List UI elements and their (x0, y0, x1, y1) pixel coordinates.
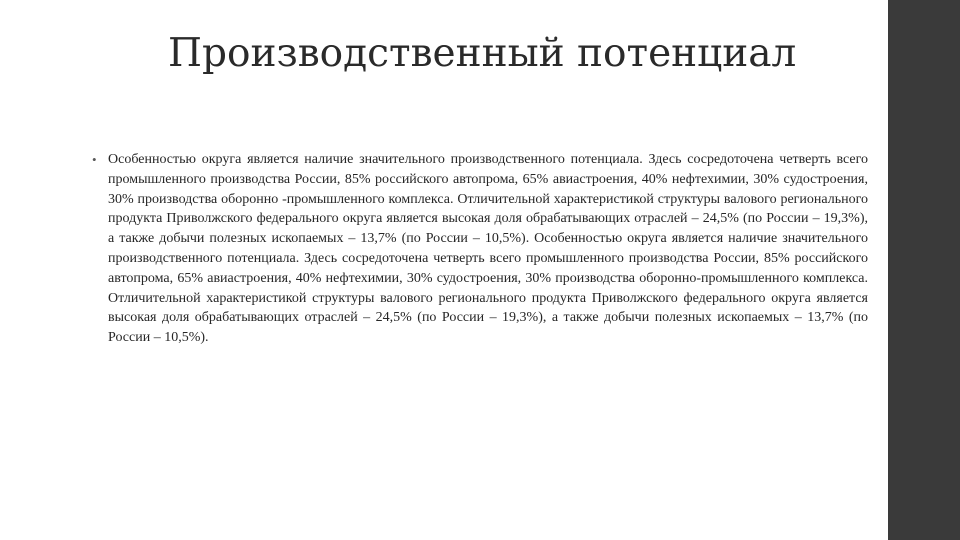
slide-content (92, 150, 868, 348)
bullet-text: Особенностью округа является наличие значительного производственного потенциала. Здесь сосредоточена четверть всего промышленного производства России, 85% российского автопрома, 65% авиастроения, 40% нефтехимии, 30% судостроения, 30% производства оборонно -промышленного комплекса. Отличительной характеристикой структуры валового регионального продукта Приволжского федерального округа является высокая доля обрабатывающих отраслей – 24,5% (по России – 19,3%), а также добычи полезных ископаемых – 13,7% (по России – 10,5%). Особенностью округа является наличие значительного производственного потенциала. Здесь сосредоточена четверть всего промышленного производства России, 85% российского автопрома, 65% авиастроения, 40% нефтехимии, 30% судостроения, 30% производства оборонно-промышленного комплекса. Отличительной характеристикой структуры валового регионального продукта Приволжского федерального округа является высокая доля обрабатывающих отраслей – 24,5% (по России – 19,3%), а также добычи полезных ископаемых – 13,7% (по России – 10,5%). (108, 152, 868, 346)
bullet-item (92, 150, 868, 348)
side-bar (888, 0, 960, 540)
bullet-icon: • (92, 152, 97, 167)
slide-title: Производственный потенциал (168, 31, 797, 76)
